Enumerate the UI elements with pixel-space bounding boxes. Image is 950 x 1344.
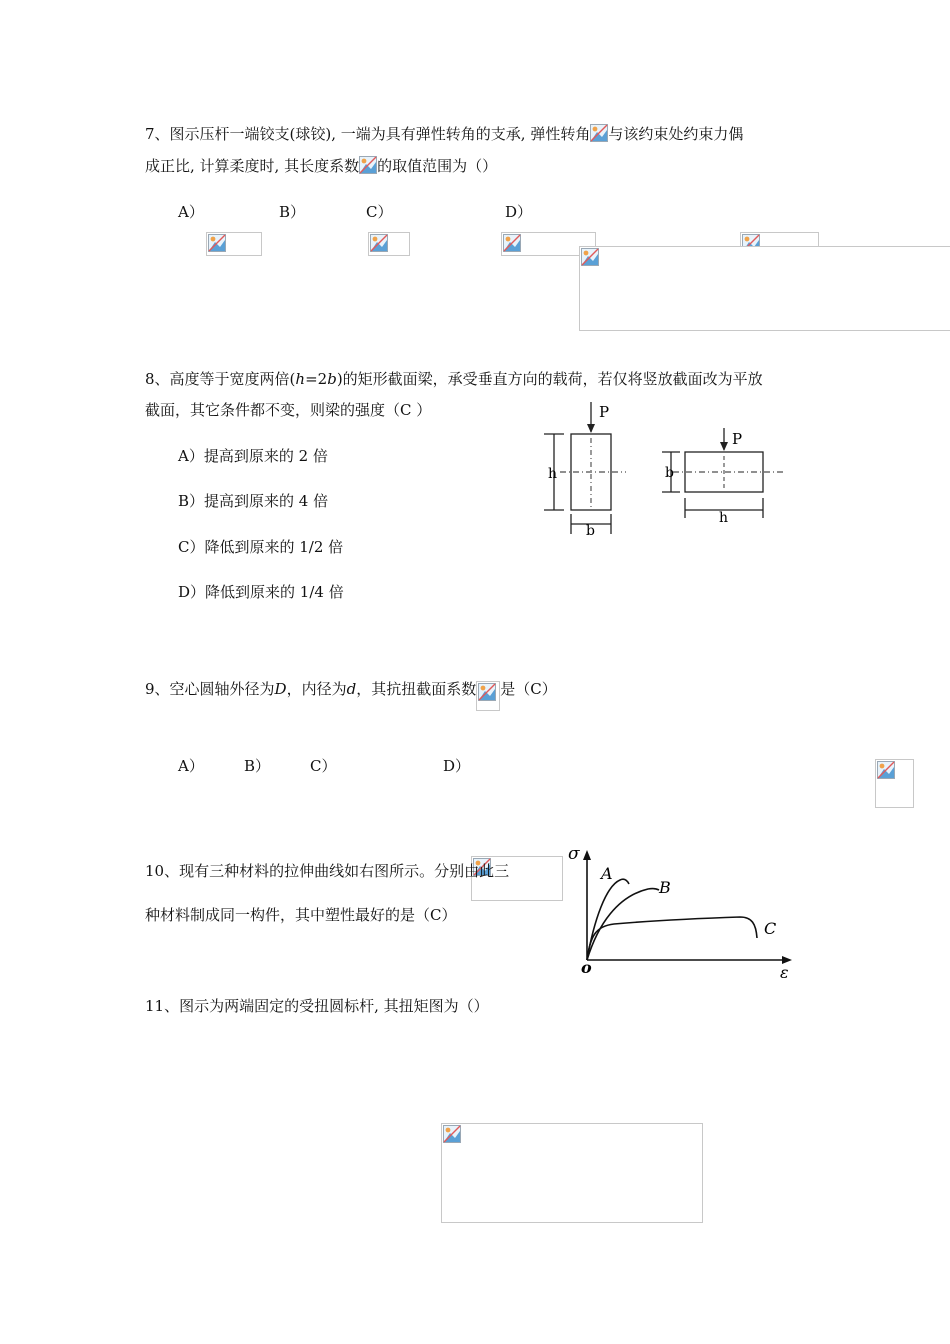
q9-var-d: d [346, 680, 357, 698]
q8-option-d: D）降低到原来的 1/4 倍 [178, 583, 344, 601]
q8-line1 [145, 369, 763, 389]
height-label-left: h [548, 466, 558, 482]
broken-image-icon [590, 124, 608, 142]
origin-label: o [581, 958, 592, 977]
q11-figure-image [441, 1123, 703, 1223]
curve-c [587, 917, 757, 960]
curve-b [587, 889, 659, 960]
q7-option-b-label: B） [279, 203, 306, 221]
q8-line2: 截面，其它条件都不变，则梁的强度（C ） [145, 401, 432, 419]
q8-eq: =2 [305, 370, 328, 388]
q9-option-b: B） [244, 757, 271, 775]
broken-image-icon [359, 156, 377, 174]
q7-option-b-image [368, 232, 410, 256]
broken-image-icon [877, 761, 895, 779]
q7-option-d [505, 202, 532, 222]
q9-text-a: 9、空心圆轴外径为 [145, 680, 275, 698]
q9-option-a: A） [178, 757, 204, 775]
q7-option-a [178, 202, 204, 222]
q7-option-c [366, 202, 392, 222]
q7-text-d: 的取值范围为（） [377, 157, 498, 175]
load-label-left: P [599, 403, 610, 421]
y-axis-label: σ [568, 844, 580, 864]
q8-option-a: A）提高到原来的 2 倍 [178, 447, 328, 465]
q9-formula-image [476, 681, 500, 711]
broken-image-icon [370, 234, 388, 252]
q10-line2: 种材料制成同一构件，其中塑性最好的是（C） [145, 906, 457, 924]
q7-text-b: 与该约束处约束力偶 [608, 125, 744, 143]
q8-option-c: C）降低到原来的 1/2 倍 [178, 538, 344, 556]
broken-image-icon [503, 234, 521, 252]
q7-option-b [279, 202, 305, 222]
broken-image-icon [581, 248, 599, 266]
curve-a [587, 879, 629, 960]
q8-text-b: )的矩形截面梁，承受垂直方向的载荷，若仅将竖放截面改为平放 [336, 370, 763, 388]
q7-text-a: 7、图示压杆一端铰支(球铰), 一端为具有弹性转角的支承, 弹性转角 [145, 125, 591, 143]
q8-text-a: 8、高度等于宽度两倍( [145, 370, 296, 388]
load-label-right: P [732, 430, 743, 448]
q10-line1: 10、现有三种材料的拉伸曲线如右图所示。分别由此三 [145, 862, 510, 880]
q7-figure-image [579, 246, 950, 331]
broken-image-icon [208, 234, 226, 252]
q9-var-D: D [274, 680, 287, 698]
q9-text-d: 是（C） [500, 680, 557, 698]
q9-text-c: ，其抗扭截面系数 [356, 680, 477, 698]
width-label-left: b [586, 523, 595, 538]
q8-beam-section-figure [538, 398, 794, 538]
q8-var-b: b [327, 370, 337, 388]
q8-option-b: B）提高到原来的 4 倍 [178, 492, 329, 510]
q9-line [145, 675, 557, 705]
x-axis-label: ε [780, 963, 789, 982]
broken-image-icon [478, 683, 496, 701]
q7-text-c: 成正比, 计算柔度时, 其长度系数 [145, 157, 360, 175]
q10-stress-strain-figure [560, 840, 800, 982]
q7-option-d-label: D） [505, 203, 533, 221]
q11-line: 11、图示为两端固定的受扭圆标杆, 其扭矩图为（） [145, 997, 489, 1015]
q7-option-c-label: C） [366, 203, 393, 221]
q8-var-h: h [295, 370, 306, 388]
curve-c-label: C [764, 919, 777, 938]
q7-line2 [145, 156, 497, 176]
q9-option-a-image [875, 759, 914, 808]
broken-image-icon [443, 1125, 461, 1143]
width-label-right: b [665, 465, 674, 481]
curve-b-label: B [659, 878, 671, 897]
height-label-right: h [719, 510, 729, 526]
q7-option-a-image [206, 232, 262, 256]
q9-text-b: ，内径为 [286, 680, 347, 698]
curve-a-label: A [601, 864, 613, 883]
q7-option-a-label: A） [178, 203, 204, 221]
q9-option-d: D） [443, 757, 471, 775]
q9-option-c: C） [310, 757, 337, 775]
q7-line1 [145, 124, 743, 144]
